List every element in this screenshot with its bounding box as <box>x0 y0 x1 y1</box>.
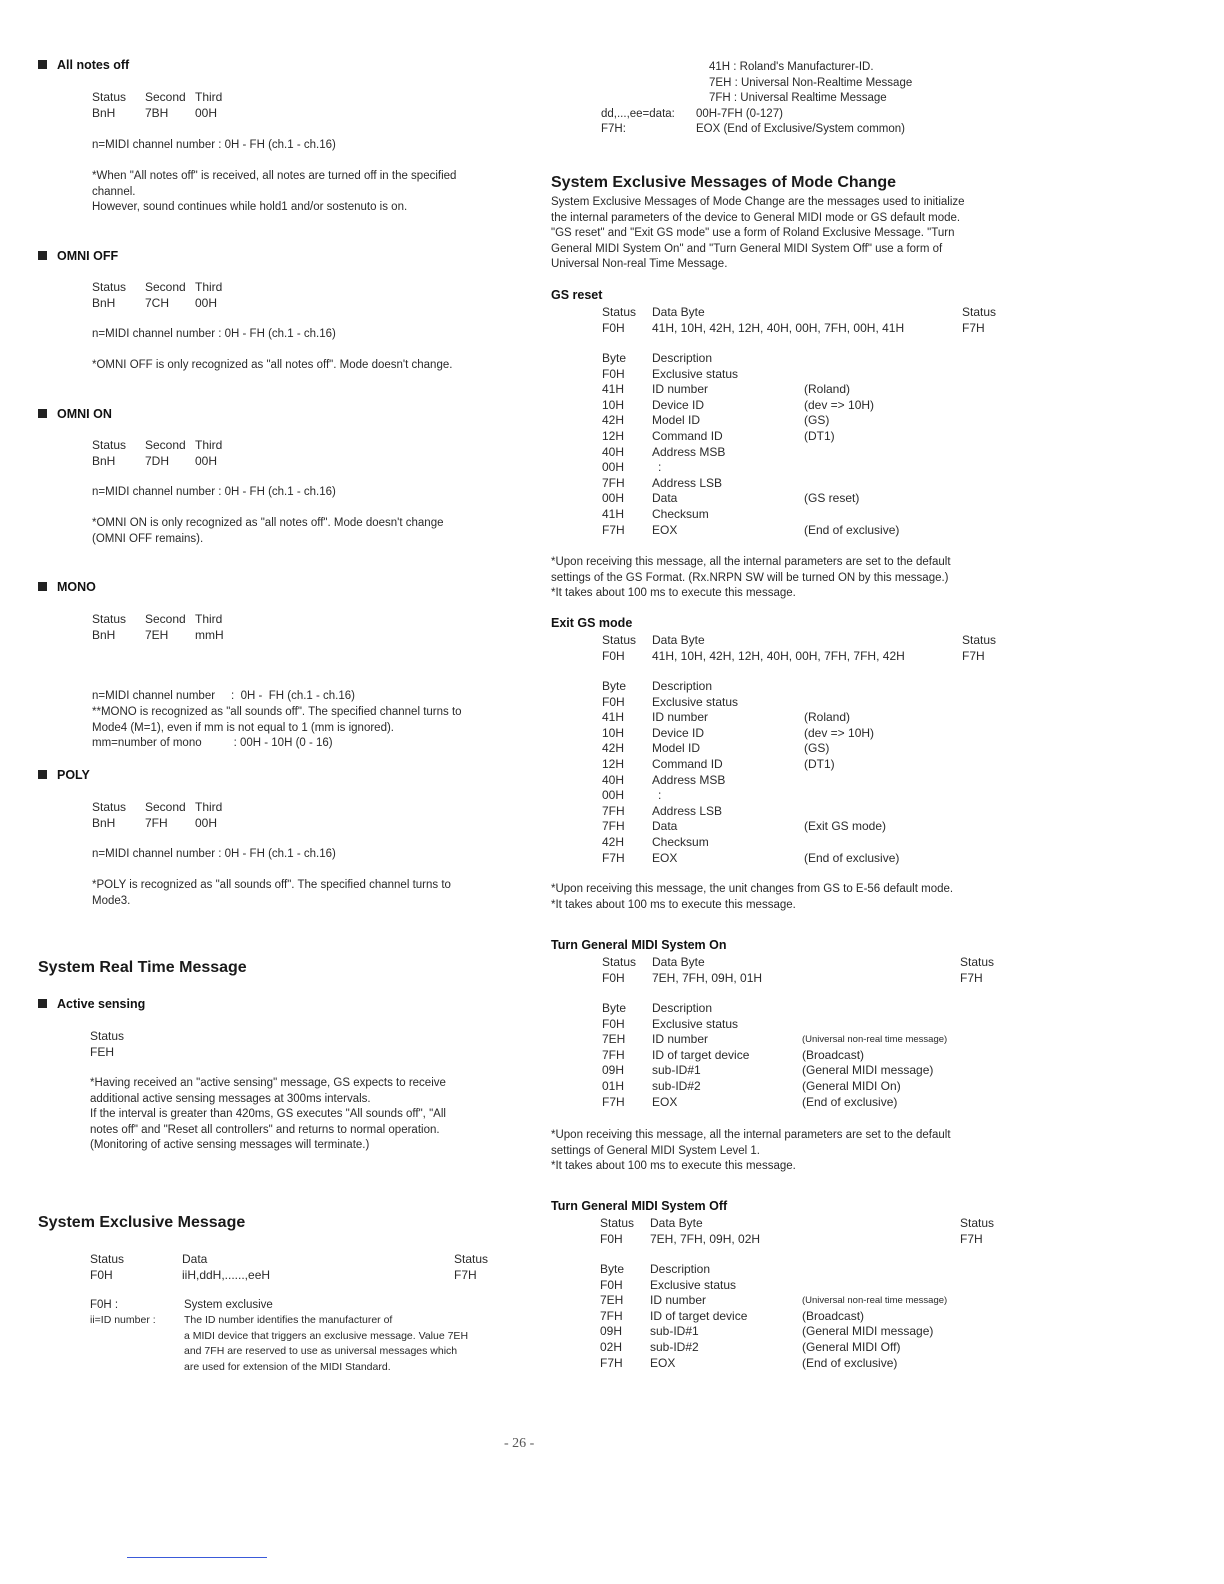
table-cell: Third <box>195 90 223 104</box>
table-cell: Status <box>92 280 127 294</box>
table-cell: 7DH <box>145 454 170 468</box>
table-cell: (Universal non-real time message) <box>802 1034 948 1046</box>
table-cell: F7H <box>962 649 985 663</box>
note-text <box>92 705 462 736</box>
table-cell: Status <box>602 305 637 319</box>
table-cell: mmH <box>195 628 224 642</box>
table-cell: Second <box>145 280 186 294</box>
table-cell: F7H <box>602 522 625 537</box>
desc-line: a MIDI device that triggers an exclusive message. Value 7EH <box>184 1329 469 1342</box>
table-row <box>602 476 1002 492</box>
gm-on-header-table <box>602 954 1012 986</box>
table-cell: Status <box>602 955 637 969</box>
table-cell: Status <box>962 633 997 647</box>
table-cell: Data <box>652 491 678 506</box>
channel-range-text: n=MIDI channel number : 0H - FH (ch.1 - ch.16) <box>92 486 336 498</box>
note-line: additional active sensing messages at 300ms intervals. <box>90 1092 371 1105</box>
table-cell: 7EH, 7FH, 09H, 01H <box>652 971 763 985</box>
table-cell: Address LSB <box>652 803 723 818</box>
table-row <box>600 1262 1000 1278</box>
table-cell: Status <box>92 90 127 104</box>
note-line: *OMNI OFF is only recognized as "all notes off". Mode doesn't change. <box>92 359 453 371</box>
table-cell: Checksum <box>652 834 709 849</box>
table-cell: 10H <box>602 725 625 740</box>
table-cell: ID number <box>650 1293 707 1308</box>
channel-range-text: n=MIDI channel number : 0H - FH (ch.1 - ch.16) <box>92 139 336 151</box>
table-cell: Model ID <box>652 413 701 428</box>
eox-label: F7H: <box>601 123 626 135</box>
page-number: - 26 - <box>504 1436 535 1451</box>
table-cell: BnH <box>92 628 116 642</box>
square-bullet-icon <box>38 251 47 260</box>
section-title: All notes off <box>57 58 130 72</box>
table-cell: 02H <box>600 1339 623 1354</box>
table-cell: F7H <box>960 1232 983 1246</box>
table-cell: Byte <box>602 351 627 365</box>
table-row <box>600 1278 1000 1294</box>
table-cell: 41H, 10H, 42H, 12H, 40H, 00H, 7FH, 00H, 41H <box>652 321 905 335</box>
table-cell: 42H <box>602 834 625 849</box>
table-cell: Byte <box>602 1001 627 1015</box>
table-cell: (End of exclusive) <box>802 1094 898 1109</box>
table-cell: Data Byte <box>650 1216 703 1230</box>
channel-range-text: n=MIDI channel number : 0H - FH (ch.1 - ch.16) <box>92 848 336 860</box>
table-cell: Address MSB <box>652 444 726 459</box>
table-cell: Checksum <box>652 506 709 521</box>
table-cell: 42H <box>602 413 625 428</box>
table-cell: Description <box>650 1262 711 1276</box>
channel-line: n=MIDI channel number : 0H - FH (ch.1 - ch.16) <box>92 690 356 702</box>
table-row <box>602 367 1002 383</box>
table-cell: Description <box>652 1001 713 1015</box>
table-row <box>600 1340 1000 1356</box>
table-cell: (dev => 10H) <box>804 397 875 412</box>
table-cell: 7EH <box>145 628 169 642</box>
table-row <box>602 726 1002 742</box>
gs-reset-note <box>551 555 951 602</box>
note-line: **MONO is recognized as "all sounds off". The specified channel turns to <box>92 706 462 718</box>
table-row <box>602 788 1002 804</box>
note-line: Mode3. <box>92 894 131 907</box>
subsection-gm-off: Turn General MIDI System Off <box>551 1199 728 1213</box>
table-cell: (End of exclusive) <box>804 850 900 865</box>
desc-line: and 7FH are reserved to use as universal messages which <box>184 1345 458 1357</box>
table-cell: Data Byte <box>652 305 705 319</box>
table-cell: Model ID <box>652 741 701 756</box>
table-cell: 10H <box>602 397 625 412</box>
table-cell: Byte <box>600 1262 625 1276</box>
table-cell: 00H <box>195 454 218 468</box>
table-cell: 7EH, 7FH, 09H, 02H <box>650 1232 761 1246</box>
table-cell: 01H <box>602 1078 625 1093</box>
data-range-label: dd,...,ee=data: <box>601 108 675 120</box>
manufacturer-id-lines <box>709 60 912 107</box>
table-cell: Status <box>960 1216 995 1230</box>
table-cell: FEH <box>90 1045 114 1059</box>
table-cell: F0H <box>600 1277 623 1292</box>
table-cell: Second <box>145 800 186 814</box>
table-row <box>602 523 1002 539</box>
table-cell: Status <box>92 438 127 452</box>
table-cell: 7FH <box>602 803 625 818</box>
table-cell: iiH,ddH,......,eeH <box>182 1268 271 1282</box>
table-cell: (DT1) <box>804 428 835 443</box>
table-cell: F0H <box>600 1232 623 1246</box>
note-line: *OMNI ON is only recognized as "all notes off". Mode doesn't change <box>92 517 444 529</box>
table-cell: Status <box>90 1252 125 1266</box>
table-cell: F0H <box>602 366 625 381</box>
table-cell: (DT1) <box>804 756 835 771</box>
table-cell: sub-ID#2 <box>652 1078 701 1093</box>
table-cell: Data Byte <box>652 955 705 969</box>
table-cell: (Universal non-real time message) <box>802 1295 948 1307</box>
table-row <box>600 1309 1000 1325</box>
sysex-table <box>90 1251 510 1283</box>
section-title: OMNI ON <box>57 407 112 421</box>
table-cell: (End of exclusive) <box>802 1355 898 1370</box>
table-cell: EOX <box>652 850 678 865</box>
table-cell: sub-ID#1 <box>652 1063 701 1078</box>
exit-gs-byte-table <box>602 679 1002 866</box>
note-line: *Having received an "active sensing" message, GS expects to receive <box>90 1077 446 1089</box>
table-cell: Address MSB <box>652 772 726 787</box>
table-row <box>600 1356 1000 1372</box>
table-cell: (General MIDI On) <box>802 1078 901 1093</box>
table-cell: 40H <box>602 772 625 787</box>
table-cell: Status <box>962 305 997 319</box>
table-cell: 41H <box>602 710 625 725</box>
section-active-sensing <box>38 997 145 1011</box>
intro-line: General MIDI System On" and "Turn General MIDI System Off" use a form of <box>551 242 943 255</box>
table-cell: F7H <box>602 850 625 865</box>
table-cell: ID of target device <box>652 1047 750 1062</box>
channel-range-text: n=MIDI channel number : 0H - FH (ch.1 - ch.16) <box>92 328 336 340</box>
section-omni-on <box>38 407 112 421</box>
note-line: settings of the GS Format. (Rx.NRPN SW will be turned ON by this message.) <box>551 571 949 584</box>
table-cell: BnH <box>92 296 116 310</box>
intro-line: Universal Non-real Time Message. <box>551 258 728 270</box>
poly-table <box>92 799 292 831</box>
table-cell: : <box>658 460 662 475</box>
table-row <box>602 1017 1002 1033</box>
table-cell: Third <box>195 438 223 452</box>
table-row <box>602 460 1002 476</box>
table-cell: (Roland) <box>804 710 851 725</box>
table-cell: 00H <box>602 460 625 475</box>
gm-off-header-table <box>600 1215 1010 1247</box>
table-cell: 41H, 10H, 42H, 12H, 40H, 00H, 7FH, 7FH, 42H <box>652 649 905 663</box>
footer-rule <box>127 1557 267 1558</box>
table-cell: 7FH <box>602 1047 625 1062</box>
table-cell: 12H <box>602 428 625 443</box>
table-cell: (GS reset) <box>804 491 860 506</box>
omni-off-table <box>92 279 292 311</box>
table-cell: Second <box>145 612 186 626</box>
table-cell: F0H <box>602 971 625 985</box>
table-row <box>602 1001 1002 1017</box>
table-cell: F0H <box>602 1016 625 1031</box>
note-line: If the interval is greater than 420ms, GS executes "All sounds off", "All <box>90 1108 446 1120</box>
table-cell: 00H <box>602 491 625 506</box>
table-row <box>602 710 1002 726</box>
table-cell: F0H <box>602 649 625 663</box>
subsection-exit-gs-mode: Exit GS mode <box>551 616 633 630</box>
square-bullet-icon <box>38 999 47 1008</box>
f0h-label: F0H : <box>90 1299 119 1311</box>
table-cell: (General MIDI message) <box>802 1063 934 1078</box>
table-cell: Exclusive status <box>650 1277 737 1292</box>
section-poly <box>38 768 90 782</box>
omni-on-table <box>92 437 292 469</box>
table-row <box>602 413 1002 429</box>
table-cell: 12H <box>602 756 625 771</box>
table-cell: ID number <box>652 1032 709 1047</box>
note-text <box>90 1076 446 1154</box>
table-row <box>602 851 1002 867</box>
square-bullet-icon <box>38 60 47 69</box>
square-bullet-icon <box>38 409 47 418</box>
note-line: settings of General MIDI System Level 1. <box>551 1144 761 1157</box>
table-cell: (Roland) <box>804 382 851 397</box>
section-omni-off <box>38 249 118 263</box>
id-number-description <box>184 1313 468 1375</box>
table-cell: 7EH <box>602 1032 626 1047</box>
all-notes-off-table <box>92 89 292 121</box>
id-number-label: ii=ID number : <box>90 1314 156 1326</box>
section-title: MONO <box>57 580 96 594</box>
note-line: *Upon receiving this message, all the internal parameters are set to the default <box>551 1129 951 1141</box>
section-title: OMNI OFF <box>57 249 119 263</box>
table-cell: (GS) <box>804 413 830 428</box>
note-line: *When "All notes off" is received, all notes are turned off in the specified <box>92 170 457 182</box>
table-cell: 7CH <box>145 296 170 310</box>
table-row <box>602 819 1002 835</box>
table-cell: F7H <box>602 1094 625 1109</box>
subsection-gm-on: Turn General MIDI System On <box>551 938 727 952</box>
table-cell: F0H <box>90 1268 113 1282</box>
section-title: POLY <box>57 768 90 782</box>
table-cell: (Broadcast) <box>802 1308 865 1323</box>
table-cell: 7BH <box>145 106 169 120</box>
table-cell: EOX <box>650 1355 676 1370</box>
table-cell: : <box>658 788 662 803</box>
table-cell: 09H <box>602 1063 625 1078</box>
table-cell: ID of target device <box>650 1308 748 1323</box>
desc-line: are used for extension of the MIDI Standard. <box>184 1360 391 1373</box>
table-cell: Address LSB <box>652 475 723 490</box>
table-cell: 7FH <box>145 816 168 830</box>
id-line: 41H : Roland's Manufacturer-ID. <box>709 61 874 73</box>
table-cell: F0H <box>602 694 625 709</box>
table-cell: EOX <box>652 522 678 537</box>
section-heading-mode-change: System Exclusive Messages of Mode Change <box>551 174 897 191</box>
table-row <box>602 1063 1002 1079</box>
table-cell: Third <box>195 800 223 814</box>
table-row <box>602 804 1002 820</box>
channel-line: mm=number of mono : 00H - 10H (0 - 16) <box>92 736 333 749</box>
table-cell: Exclusive status <box>652 1016 739 1031</box>
table-row <box>602 429 1002 445</box>
table-row <box>602 1095 1002 1111</box>
gm-off-byte-table <box>600 1262 1000 1371</box>
table-cell: (Exit GS mode) <box>804 819 887 834</box>
table-cell: Exclusive status <box>652 366 739 381</box>
note-text <box>92 169 456 216</box>
table-row <box>602 679 1002 695</box>
table-cell: 00H <box>195 296 218 310</box>
table-cell: EOX <box>652 1094 678 1109</box>
intro-line: System Exclusive Messages of Mode Change are the messages used to initialize <box>551 196 965 208</box>
table-row <box>602 491 1002 507</box>
mono-table <box>92 611 292 643</box>
table-row <box>602 741 1002 757</box>
table-cell: ID number <box>652 382 709 397</box>
active-sensing-table <box>90 1028 124 1060</box>
section-mono <box>38 580 96 594</box>
exit-gs-header-table <box>602 632 1012 664</box>
note-text <box>92 878 451 909</box>
table-cell: Command ID <box>652 428 723 443</box>
note-line: (Monitoring of active sensing messages will terminate.) <box>90 1139 370 1151</box>
note-line: Mode4 (M=1), even if mm is not equal to 1 (mm is ignored). <box>92 721 394 734</box>
note-line: *It takes about 100 ms to execute this message. <box>551 898 796 911</box>
note-line: channel. <box>92 185 136 198</box>
exit-gs-note <box>551 882 953 913</box>
table-row <box>600 1293 1000 1309</box>
table-cell: BnH <box>92 816 116 830</box>
gm-on-byte-table <box>602 1001 1002 1110</box>
table-cell: (Broadcast) <box>802 1047 865 1062</box>
table-cell: 09H <box>600 1324 623 1339</box>
note-line: *POLY is recognized as "all sounds off". The specified channel turns to <box>92 879 451 891</box>
note-line: *It takes about 100 ms to execute this message. <box>551 1160 796 1172</box>
table-cell: Third <box>195 280 223 294</box>
table-cell: Command ID <box>652 756 723 771</box>
subsection-gs-reset: GS reset <box>551 288 603 302</box>
table-cell: 00H <box>195 816 218 830</box>
gs-reset-byte-table <box>602 351 1002 538</box>
table-cell: F7H <box>454 1268 477 1282</box>
table-cell: (GS) <box>804 741 830 756</box>
table-cell: Data <box>182 1252 208 1266</box>
table-cell: Device ID <box>652 397 705 412</box>
table-cell: Status <box>90 1029 125 1043</box>
table-cell: 7EH <box>600 1293 624 1308</box>
mode-change-intro <box>551 195 965 273</box>
table-cell: Description <box>652 679 713 693</box>
table-row <box>602 382 1002 398</box>
note-line: *Upon receiving this message, the unit changes from GS to E-56 default mode. <box>551 883 954 895</box>
table-row <box>602 398 1002 414</box>
note-text <box>92 516 444 547</box>
table-cell: 7FH <box>600 1308 623 1323</box>
table-cell: Data Byte <box>652 633 705 647</box>
f0h-description: System exclusive <box>184 1299 273 1311</box>
table-cell: 00H <box>602 788 625 803</box>
section-heading-sysex: System Exclusive Message <box>38 1214 246 1231</box>
table-cell: F0H <box>602 321 625 335</box>
table-cell: sub-ID#2 <box>650 1339 699 1354</box>
table-cell: ID number <box>652 710 709 725</box>
table-cell: Byte <box>602 679 627 693</box>
gs-reset-header-table <box>602 304 1012 336</box>
gm-on-note <box>551 1128 951 1175</box>
table-cell: (dev => 10H) <box>804 725 875 740</box>
note-line: However, sound continues while hold1 and/or sostenuto is on. <box>92 201 408 213</box>
square-bullet-icon <box>38 582 47 591</box>
data-range-value: 00H-7FH (0-127) <box>696 108 783 120</box>
intro-line: "GS reset" and "Exit GS mode" use a form of Roland Exclusive Message. "Turn <box>551 227 955 239</box>
table-cell: (End of exclusive) <box>804 522 900 537</box>
table-cell: F7H <box>600 1355 623 1370</box>
note-line: *Upon receiving this message, all the internal parameters are set to the default <box>551 556 951 568</box>
table-cell: BnH <box>92 106 116 120</box>
section-title: Active sensing <box>57 997 146 1011</box>
table-cell: Status <box>92 612 127 626</box>
table-cell: Device ID <box>652 725 705 740</box>
table-cell: Second <box>145 90 186 104</box>
table-row <box>602 1048 1002 1064</box>
table-cell: Data <box>652 819 678 834</box>
table-row <box>602 773 1002 789</box>
section-heading-realtime: System Real Time Message <box>38 959 247 976</box>
desc-line: The ID number identifies the manufacturer of <box>184 1314 393 1326</box>
table-cell: 41H <box>602 382 625 397</box>
note-line: notes off" and "Reset all controllers" and returns to normal operation. <box>90 1123 440 1136</box>
table-row <box>602 835 1002 851</box>
table-cell: Description <box>652 351 713 365</box>
table-row <box>602 1079 1002 1095</box>
table-cell: (General MIDI Off) <box>802 1339 901 1354</box>
table-row <box>600 1324 1000 1340</box>
table-row <box>602 445 1002 461</box>
note-line: *It takes about 100 ms to execute this message. <box>551 587 796 599</box>
table-cell: 7FH <box>602 819 625 834</box>
table-cell: Third <box>195 612 223 626</box>
table-row <box>602 1032 1002 1048</box>
table-row <box>602 351 1002 367</box>
table-cell: Status <box>600 1216 635 1230</box>
table-cell: 7FH <box>602 475 625 490</box>
table-cell: (General MIDI message) <box>802 1324 934 1339</box>
table-row <box>602 757 1002 773</box>
table-cell: Status <box>960 955 995 969</box>
table-cell: Status <box>92 800 127 814</box>
section-all-notes-off <box>38 58 129 72</box>
id-line: 7EH : Universal Non-Realtime Message <box>709 76 913 89</box>
table-cell: Exclusive status <box>652 694 739 709</box>
table-cell: Status <box>454 1252 489 1266</box>
table-cell: BnH <box>92 454 116 468</box>
eox-value: EOX (End of Exclusive/System common) <box>696 123 905 135</box>
table-row <box>602 507 1002 523</box>
table-cell: F7H <box>962 321 985 335</box>
table-cell: Status <box>602 633 637 647</box>
note-line: (OMNI OFF remains). <box>92 532 204 545</box>
id-line: 7FH : Universal Realtime Message <box>709 92 887 104</box>
table-cell: Second <box>145 438 186 452</box>
table-cell: 40H <box>602 444 625 459</box>
intro-line: the internal parameters of the device to General MIDI mode or GS default mode. <box>551 211 961 224</box>
table-cell: 00H <box>195 106 218 120</box>
table-cell: sub-ID#1 <box>650 1324 699 1339</box>
table-cell: 41H <box>602 506 625 521</box>
square-bullet-icon <box>38 770 47 779</box>
table-row <box>602 695 1002 711</box>
table-cell: 42H <box>602 741 625 756</box>
table-cell: F7H <box>960 971 983 985</box>
